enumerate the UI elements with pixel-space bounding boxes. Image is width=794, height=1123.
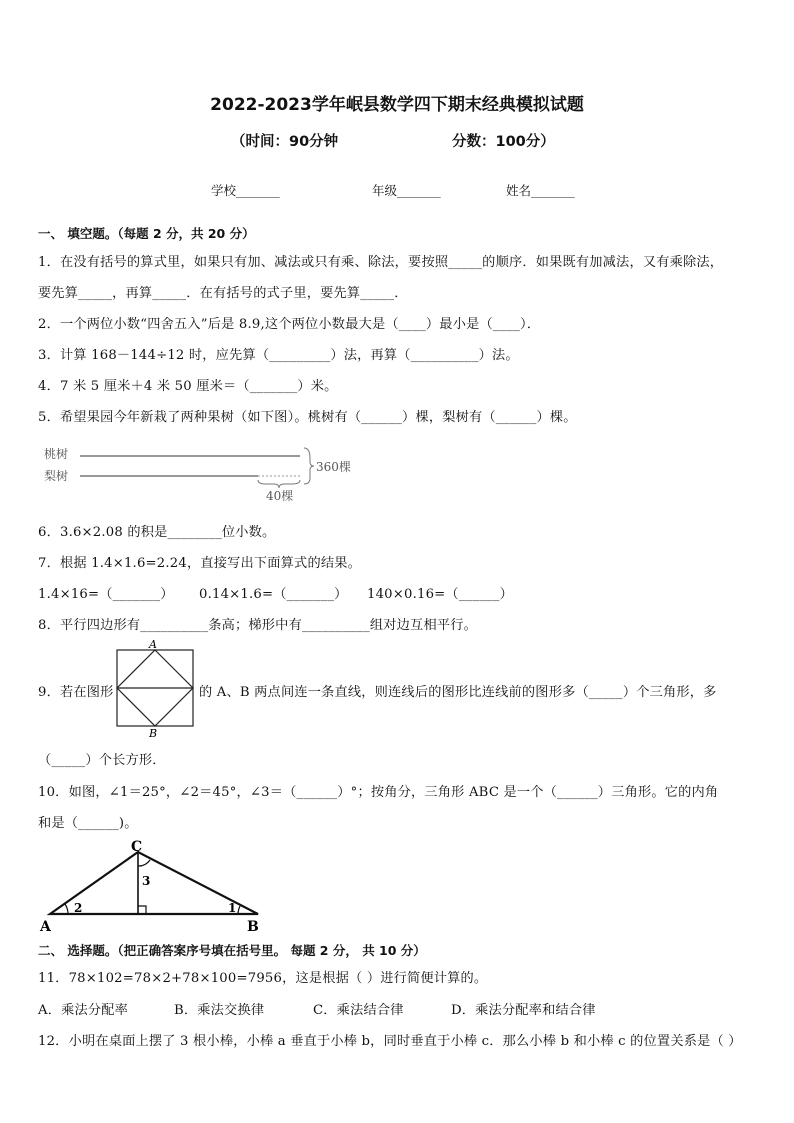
angle-3-label: 3 [142, 874, 151, 888]
question-11-option-c: C．乘法结合律 [313, 1003, 404, 1018]
question-10-line-1: 10．如图，∠1＝25°，∠2＝45°，∠3＝（______）°；按角分，三角形 ABC 是一个（______）三角形。它的内角 [38, 785, 719, 800]
question-11-option-d: D．乘法分配率和结合律 [451, 1003, 596, 1018]
vertex-b-label: B [247, 919, 259, 934]
section-2-heading: 二、 选择题。（把正确答案序号填在括号里。 每题 2 分， 共 10 分） [38, 943, 426, 958]
question-10-line-2: 和是（______)。 [38, 816, 138, 831]
question-11-option-b: B．乘法交换律 [174, 1003, 265, 1018]
exam-time: （时间：90分钟 [231, 134, 339, 150]
question-7-b: 0.14×1.6=（_______） [199, 587, 348, 602]
question-9-line-2: （_____）个长方形． [38, 753, 166, 768]
section-1-heading: 一、 填空题。（每题 2 分，共 20 分） [38, 226, 255, 241]
angle-1-arc [238, 906, 240, 914]
angle-2-arc [65, 904, 68, 914]
vertex-a-label: A [40, 919, 51, 934]
vertex-c-label: C [131, 839, 143, 855]
question-7-a: 1.4×16=（_______） [38, 587, 174, 602]
question-11: 11．78×102=78×2+78×100=7956，这是根据（ ）进行简便计算的。 [38, 971, 488, 986]
total-brace [304, 448, 314, 484]
school-field: 学校_______ [211, 183, 280, 198]
question-6: 6．3.6×2.08 的积是________位小数。 [38, 525, 276, 540]
grade-field: 年级_______ [372, 183, 441, 198]
question-8: 8．平行四边形有__________条高；梯形中有__________组对边互相平行。 [38, 618, 477, 633]
question-9-prefix: 9．若在图形 [38, 685, 114, 700]
point-a-label: A [149, 638, 157, 651]
angle-1-label: 1 [228, 901, 237, 915]
right-angle-mark [138, 906, 146, 914]
difference-label: 40棵 [266, 489, 294, 503]
angle-2-label: 2 [74, 901, 83, 915]
total-label: 360棵 [316, 460, 351, 474]
question-12: 12．小明在桌面上摆了 3 根小棒，小棒 a 垂直于小棒 b，同时垂直于小棒 c．那么小棒 b 和小棒 c 的位置关系是（ ） [38, 1034, 742, 1049]
rhombus-in-rectangle-figure [111, 638, 199, 738]
triangle-abc-figure [38, 838, 270, 934]
question-1-line-1: 1．在没有括号的算式里，如果只有加、减法或只有乘、除法，要按照_____的顺序．如果既有加减法，又有乘除法， [38, 255, 724, 270]
question-5: 5．希望果园今年新栽了两种果树（如下图）。桃树有（______）棵，梨树有（______）棵。 [38, 410, 577, 425]
question-4: 4．7 米 5 厘米＋4 米 50 厘米＝（_______）米。 [38, 379, 338, 394]
question-11-option-a: A．乘法分配率 [38, 1003, 129, 1018]
peach-label: 桃树 [44, 447, 69, 461]
question-2: 2．一个两位小数“四舍五入”后是 8.9,这个两位小数最大是（____）最小是（____）． [38, 317, 541, 332]
pear-label: 梨树 [44, 469, 69, 483]
orchard-diagram [38, 442, 368, 504]
question-7: 7．根据 1.4×1.6=2.24，直接写出下面算式的结果。 [38, 556, 361, 571]
angle-3-arc [138, 860, 150, 866]
name-field: 姓名_______ [506, 183, 575, 198]
question-3: 3．计算 168－144÷12 时，应先算（_________）法，再算（__________）法。 [38, 348, 519, 363]
page-title: 2022-2023学年岷县数学四下期末经典模拟试题 [210, 95, 584, 115]
question-1-line-2: 要先算_____，再算_____．在有括号的式子里，要先算_____． [38, 286, 408, 301]
point-b-label: B [149, 727, 158, 738]
exam-score: 分数：100分） [452, 134, 555, 150]
question-7-c: 140×0.16=（______） [367, 587, 513, 602]
difference-brace [258, 480, 300, 488]
question-9-line-1: 的 A、B 两点间连一条直线，则连线后的图形比连线前的图形多（_____）个三角形，多 [199, 685, 717, 700]
